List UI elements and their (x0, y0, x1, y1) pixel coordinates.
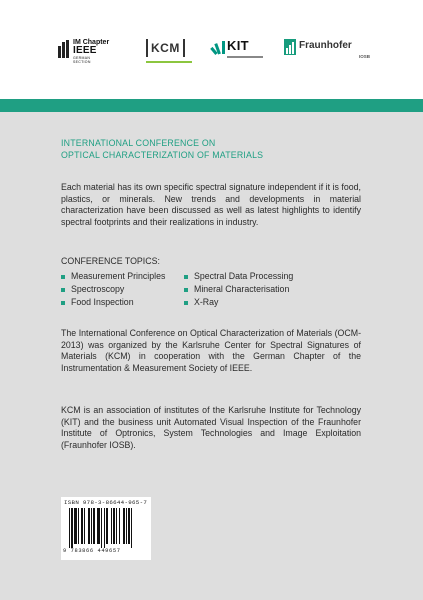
accent-stripe (0, 99, 423, 112)
barcode-bar (119, 508, 120, 544)
barcode-digits: 9 783866 449657 (63, 548, 121, 554)
barcode-bars (69, 508, 145, 546)
kit-subline (227, 56, 263, 58)
barcode-bar (71, 508, 73, 548)
conference-heading (61, 138, 361, 161)
barcode-bar (84, 508, 85, 544)
barcode-bar (126, 508, 127, 544)
ieee-line2: IEEE (73, 45, 97, 56)
fraunhofer-unit-text: IOSB (358, 54, 370, 59)
topic-item: X-Ray (184, 297, 218, 309)
kit-logo (214, 36, 264, 66)
topic-item: Spectroscopy (61, 284, 124, 296)
fraunhofer-logo-text: Fraunhofer (299, 40, 352, 51)
kcm-logo (146, 36, 192, 66)
topic-item: Measurement Principles (61, 271, 165, 283)
ieee-line3: GERMAN (73, 56, 91, 60)
barcode-bar (113, 508, 115, 544)
kit-logo-text: KIT (227, 38, 249, 53)
heading-line1: INTERNATIONAL CONFERENCE ON (61, 138, 216, 148)
isbn-label: ISBN 978-3-86644-965-7 (64, 499, 148, 506)
kcm-underline (146, 61, 192, 63)
isbn-barcode (61, 497, 151, 560)
barcode-bar (131, 508, 132, 548)
barcode-bar (128, 508, 130, 544)
topic-item: Mineral Characterisation (184, 284, 289, 296)
barcode-bar (81, 508, 83, 544)
heading-line2: OPTICAL CHARACTERIZATION OF MATERIALS (61, 149, 264, 160)
fraunhofer-mark-icon (284, 39, 296, 55)
ieee-im-chapter-logo (58, 36, 130, 66)
barcode-bar (106, 508, 108, 544)
ieee-mark-icon (58, 40, 72, 58)
ieee-line1: IM Chapter (73, 39, 110, 46)
barcode-bar (104, 508, 105, 548)
ieee-logo-text (73, 39, 109, 64)
fraunhofer-logo (284, 36, 370, 66)
barcode-bar (91, 508, 92, 544)
header (0, 0, 423, 90)
barcode-bar (123, 508, 125, 544)
barcode-bar (88, 508, 90, 544)
barcode-bar (97, 508, 100, 544)
barcode-bar (78, 508, 79, 544)
kit-mark-icon (214, 40, 226, 54)
barcode-bar (74, 508, 77, 544)
barcode-bar (93, 508, 95, 544)
topic-item: Spectral Data Processing (184, 271, 293, 283)
barcode-bar (69, 508, 70, 548)
back-cover-content (61, 138, 361, 450)
topics-title: CONFERENCE TOPICS: (61, 256, 160, 266)
barcode-bar (101, 508, 102, 548)
barcode-bar (111, 508, 112, 544)
barcode-bar (116, 508, 117, 544)
organizer-paragraph: The International Conference on Optical Characterization of Materials (OCM-2013) was organized by the Karlsruhe Center for Spectral Signatures of Materials (KCM) in cooperation with the German Chapter of the Instrumentation & Measurement Society of IEEE. (61, 328, 361, 373)
logo-row (58, 36, 370, 66)
kcm-logo-text: KCM (146, 39, 185, 57)
intro-paragraph: Each material has its own specific spectral signature independent if it is food, plastics, or minerals. New trends and developments in material characterization have been discussed as well as latest highlights to identify spectral footprints and their realizations in industry. (61, 182, 361, 227)
ieee-line4: SECTION (73, 60, 91, 64)
kcm-paragraph: KCM is an association of institutes of the Karlsruhe Institute for Technology (KIT) and the business unit Automated Visual Inspection of the Fraunhofer Institute of Optronics, System Technologies and Image Exploitation (Fraunhofer IOSB). (61, 405, 361, 450)
topic-item: Food Inspection (61, 297, 134, 309)
